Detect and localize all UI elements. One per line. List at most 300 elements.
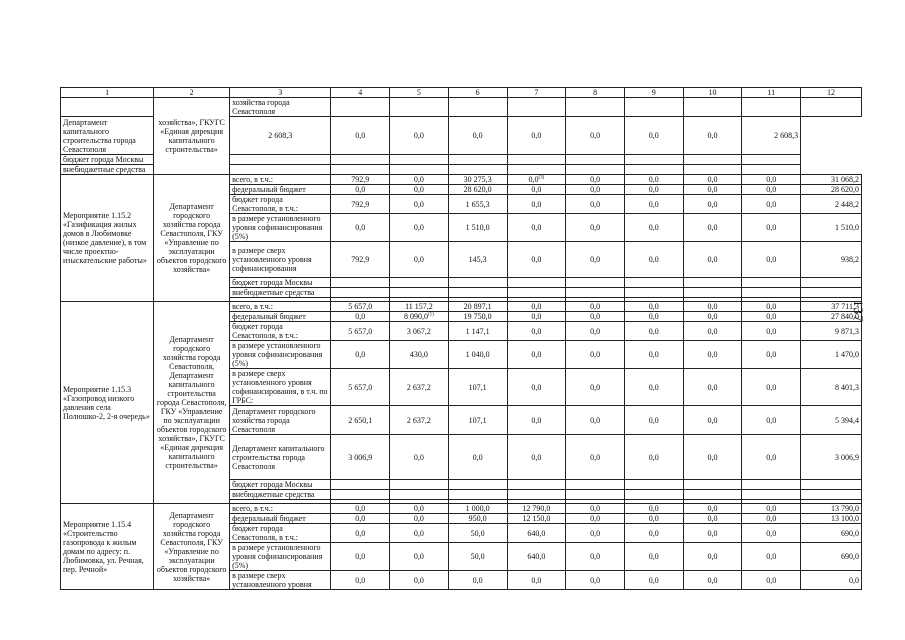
- amount-value: 0,0: [590, 185, 601, 194]
- amount-cell: [448, 322, 507, 341]
- amount-cell: [566, 312, 625, 322]
- amount-cell: [742, 514, 801, 524]
- amount-value: 30 275,3: [463, 175, 492, 184]
- amount-cell: [331, 322, 390, 341]
- amount-value: 0,0: [413, 504, 424, 513]
- amount-cell: [566, 504, 625, 514]
- amount-value: 11 157,2: [405, 302, 433, 311]
- amount-cell: [683, 341, 742, 369]
- amount-value: 0,0: [531, 415, 542, 425]
- amount-cell: [507, 524, 566, 543]
- funding-source-cell: бюджет города Москвы: [230, 278, 331, 288]
- amount-cell: [507, 490, 566, 500]
- amount-cell: [448, 242, 507, 278]
- amount-value: 0,0: [590, 350, 601, 359]
- amount-cell: [390, 571, 449, 590]
- amount-cell: [448, 514, 507, 524]
- amount-cell: [624, 155, 683, 165]
- amount-cell: [507, 155, 566, 165]
- amount-cell: [624, 278, 683, 288]
- amount-cell: [683, 406, 742, 435]
- amount-cell: [448, 369, 507, 406]
- amount-value: 0,0: [355, 514, 366, 523]
- column-header-8: 8: [566, 88, 625, 98]
- amount-cell: [801, 543, 862, 571]
- amount-cell: [683, 543, 742, 571]
- amount-value: 0,0: [766, 452, 777, 462]
- amount-value: 0,0: [413, 175, 424, 184]
- funding-source-cell: хозяйства города Севастополя: [230, 98, 331, 117]
- amount-cell: [683, 98, 742, 117]
- funding-source-cell: всего, в т.ч.:: [230, 504, 331, 514]
- amount-cell: [507, 242, 566, 278]
- amount-cell: [624, 242, 683, 278]
- amount-cell: [742, 435, 801, 480]
- amount-cell: [390, 302, 449, 312]
- amount-cell: [801, 504, 862, 514]
- amount-cell: [507, 175, 566, 185]
- amount-value: 0,0: [590, 528, 601, 538]
- page-number: 137: [851, 300, 866, 323]
- amount-cell: [230, 155, 331, 165]
- amount-cell: [566, 543, 625, 571]
- amount-cell: [390, 288, 449, 298]
- amount-cell: [742, 524, 801, 543]
- amount-cell: [507, 302, 566, 312]
- amount-cell: [331, 543, 390, 571]
- amount-cell: [683, 175, 742, 185]
- amount-cell: [624, 322, 683, 341]
- amount-value: 640,0: [527, 552, 546, 561]
- amount-value: 0,0: [707, 255, 718, 264]
- amount-cell: [507, 435, 566, 480]
- amount-value: 50,0: [470, 552, 485, 561]
- amount-value: 28 620,0: [831, 185, 859, 194]
- amount-value: 938,2: [841, 255, 859, 264]
- amount-cell: [801, 435, 862, 480]
- amount-value: 0,0: [590, 223, 601, 232]
- amount-value: 0,0: [707, 312, 718, 321]
- amount-value: 2 608,3: [774, 131, 799, 140]
- amount-cell: [507, 117, 566, 155]
- amount-cell: [331, 571, 390, 590]
- amount-value: 0,0: [707, 350, 718, 359]
- amount-cell: [507, 195, 566, 214]
- amount-cell: [230, 165, 331, 175]
- amount-cell: [448, 214, 507, 242]
- amount-cell: [683, 214, 742, 242]
- amount-value: 1 510,0: [835, 223, 859, 232]
- amount-cell: [331, 369, 390, 406]
- amount-cell: [742, 98, 801, 117]
- amount-cell: [448, 98, 507, 117]
- amount-value: 2 650,1: [348, 415, 373, 425]
- amount-value: 0,0: [648, 552, 659, 561]
- amount-value: 0,0: [472, 131, 483, 140]
- amount-value: 0,0: [707, 175, 718, 184]
- amount-cell: [624, 117, 683, 155]
- amount-value: 0,0: [707, 199, 718, 209]
- amount-value: 2 448,2: [835, 199, 859, 209]
- amount-cell: [390, 543, 449, 571]
- amount-cell: [624, 165, 683, 175]
- amount-value: 0,0: [766, 223, 777, 232]
- amount-value: 8 090,0: [404, 312, 428, 321]
- amount-cell: [801, 514, 862, 524]
- amount-value: 0,0: [648, 382, 659, 392]
- amount-value: 0,0: [531, 223, 542, 232]
- amount-cell: [683, 288, 742, 298]
- responsible-executor-cell: хозяйства», ГКУГС «Единая дирекция капитального строительства»: [154, 98, 230, 175]
- amount-value: 0,0: [590, 312, 601, 321]
- amount-cell: [448, 406, 507, 435]
- amount-cell: [448, 278, 507, 288]
- amount-cell: [390, 490, 449, 500]
- amount-value: 107,1: [468, 415, 487, 425]
- amount-value: 5 657,0: [348, 382, 373, 392]
- funding-source-cell: бюджет города Севастополя, в т.ч.:: [230, 524, 331, 543]
- amount-value: 0,0: [531, 185, 542, 194]
- amount-value: 0,0: [766, 302, 777, 311]
- amount-value: 0,0: [590, 415, 601, 425]
- amount-value: 0,0: [766, 312, 777, 321]
- amount-value: 0,0: [648, 312, 659, 321]
- amount-cell: [624, 185, 683, 195]
- amount-cell: [566, 480, 625, 490]
- amount-value: 0,0: [648, 350, 659, 359]
- amount-cell: [801, 369, 862, 406]
- amount-cell: [390, 514, 449, 524]
- funding-source-cell: Департамент капитального строительства города Севастополя: [61, 117, 154, 155]
- amount-cell: [683, 302, 742, 312]
- amount-cell: [448, 504, 507, 514]
- amount-cell: [742, 165, 801, 175]
- amount-cell: [448, 302, 507, 312]
- amount-cell: [390, 98, 449, 117]
- amount-value: 0,0: [766, 415, 777, 425]
- amount-value: 2 637,2: [406, 382, 431, 392]
- amount-cell: [742, 242, 801, 278]
- funding-source-cell: в размере установленного уровня софинансирования (5%): [230, 341, 331, 369]
- amount-cell: [742, 278, 801, 288]
- amount-cell: [683, 369, 742, 406]
- amount-cell: [448, 195, 507, 214]
- funding-source-cell: бюджет города Москвы: [230, 480, 331, 490]
- amount-value: 0,0: [648, 452, 659, 462]
- amount-value: 12 150,0: [522, 514, 551, 523]
- amount-value: 0,0: [648, 326, 659, 336]
- amount-cell: [683, 312, 742, 322]
- amount-value: 0,0: [413, 514, 424, 523]
- amount-cell: [566, 165, 625, 175]
- amount-value: 0,0: [707, 452, 718, 462]
- amount-cell: [390, 117, 449, 155]
- amount-cell: [331, 490, 390, 500]
- funding-source-cell: Департамент городского хозяйства города Севастополя: [230, 406, 331, 435]
- amount-cell: [683, 514, 742, 524]
- measure-name-cell: Мероприятие 1.15.2 «Газификация жилых домов в Любимовке (низкое давление), в том числе проектно-изыскательские работы»: [61, 175, 154, 302]
- amount-cell: [448, 490, 507, 500]
- amount-value: 0,0: [590, 255, 601, 264]
- amount-value: 0,0: [413, 131, 424, 140]
- amount-value: 0,0: [590, 326, 601, 336]
- amount-cell: [801, 571, 862, 590]
- amount-value: 950,0: [468, 514, 487, 523]
- amount-cell: [742, 490, 801, 500]
- amount-cell: [507, 369, 566, 406]
- amount-value: 0,0: [766, 199, 777, 209]
- amount-cell: [624, 490, 683, 500]
- column-header-7: 7: [507, 88, 566, 98]
- amount-value: 0,0: [413, 528, 424, 538]
- amount-value: 2 608,3: [268, 131, 293, 140]
- amount-value: 0,0: [707, 223, 718, 232]
- amount-cell: [624, 369, 683, 406]
- budget-table: [60, 87, 862, 590]
- amount-value: 0,0: [413, 199, 424, 209]
- amount-cell: [230, 117, 331, 155]
- amount-value: 0,0: [707, 131, 718, 140]
- amount-cell: [683, 480, 742, 490]
- funding-source-cell: бюджет города Москвы: [61, 155, 154, 165]
- amount-value: 13 100,0: [831, 514, 859, 523]
- amount-value: 0,0: [648, 131, 659, 140]
- amount-cell: [566, 185, 625, 195]
- column-header-5: 5: [390, 88, 449, 98]
- amount-cell: [331, 242, 390, 278]
- funding-source-cell: Департамент капитального строительства города Севастополя: [230, 435, 331, 480]
- funding-source-cell: всего, в т.ч.:: [230, 302, 331, 312]
- amount-value: 1 470,0: [835, 350, 859, 359]
- amount-value: 792,9: [351, 255, 370, 264]
- amount-cell: [448, 543, 507, 571]
- amount-cell: [683, 278, 742, 288]
- amount-value: 0,0: [472, 575, 483, 585]
- funding-source-cell: внебюджетные средства: [61, 165, 154, 175]
- amount-value: 690,0: [841, 528, 859, 538]
- amount-cell: [742, 571, 801, 590]
- amount-value: 1 655,3: [465, 199, 490, 209]
- amount-cell: [507, 480, 566, 490]
- amount-value: 0,0: [355, 185, 366, 194]
- amount-value: 0,0: [413, 185, 424, 194]
- amount-cell: [742, 155, 801, 165]
- amount-cell: [801, 242, 862, 278]
- amount-cell: [390, 242, 449, 278]
- amount-cell: [566, 490, 625, 500]
- amount-value: 0,0: [648, 199, 659, 209]
- amount-cell: [507, 98, 566, 117]
- amount-cell: [331, 480, 390, 490]
- amount-cell: [507, 278, 566, 288]
- amount-value: 0,0: [766, 255, 777, 264]
- amount-cell: [507, 571, 566, 590]
- amount-cell: [448, 175, 507, 185]
- amount-value: 145,3: [468, 255, 487, 264]
- amount-cell: [801, 214, 862, 242]
- amount-cell: [566, 524, 625, 543]
- amount-cell: [448, 312, 507, 322]
- amount-value: 0,0: [766, 175, 777, 184]
- amount-cell: [624, 524, 683, 543]
- amount-cell: [507, 406, 566, 435]
- amount-cell: [683, 117, 742, 155]
- amount-cell: [742, 480, 801, 490]
- amount-value: 0,0: [355, 312, 366, 321]
- responsible-executor-cell: Департамент городского хозяйства города Севастополя, Департамент капитального строительства города Севастополя, ГКУ «Управление по эксплуатации объектов городского хозяйства», ГКУГС «Единая дирекция капитального строительства»: [154, 302, 230, 504]
- amount-cell: [331, 278, 390, 288]
- amount-cell: [801, 341, 862, 369]
- amount-value: 0,0: [531, 302, 542, 311]
- column-header-11: 11: [742, 88, 801, 98]
- amount-value: 3 067,2: [406, 326, 431, 336]
- amount-cell: [507, 504, 566, 514]
- amount-value: 1 147,1: [465, 326, 490, 336]
- amount-cell: [390, 406, 449, 435]
- amount-cell: [624, 214, 683, 242]
- amount-value: 0,0: [355, 131, 366, 140]
- amount-value: 0,0: [766, 514, 777, 523]
- amount-cell: [566, 98, 625, 117]
- amount-cell: [507, 312, 566, 322]
- amount-value: 0,0: [531, 452, 542, 462]
- amount-cell: [331, 312, 390, 322]
- amount-cell: [448, 435, 507, 480]
- amount-cell: [683, 524, 742, 543]
- amount-cell: [390, 524, 449, 543]
- amount-value: 0,0: [766, 575, 777, 585]
- column-header-9: 9: [624, 88, 683, 98]
- amount-cell: [801, 524, 862, 543]
- amount-cell: [742, 195, 801, 214]
- amount-value: 0,0: [707, 326, 718, 336]
- amount-cell: [390, 175, 449, 185]
- amount-value: 0,0: [707, 514, 718, 523]
- column-header-10: 10: [683, 88, 742, 98]
- amount-cell: [742, 185, 801, 195]
- amount-cell: [624, 341, 683, 369]
- amount-cell: [742, 312, 801, 322]
- table-row: [61, 302, 862, 312]
- amount-value: 0,0: [413, 575, 424, 585]
- amount-cell: [390, 155, 449, 165]
- amount-cell: [801, 406, 862, 435]
- amount-cell: [566, 278, 625, 288]
- amount-value: 37 711,3: [831, 302, 859, 311]
- amount-cell: [624, 175, 683, 185]
- amount-cell: [390, 369, 449, 406]
- amount-cell: [801, 195, 862, 214]
- amount-cell: [448, 571, 507, 590]
- amount-value: 0,0: [648, 528, 659, 538]
- amount-value: 0,0: [355, 350, 366, 359]
- amount-cell: [624, 435, 683, 480]
- amount-value: 792,9: [351, 199, 370, 209]
- amount-cell: [390, 312, 449, 322]
- amount-cell: [801, 480, 862, 490]
- amount-cell: [331, 504, 390, 514]
- amount-cell: [683, 322, 742, 341]
- amount-value: 0,0: [590, 504, 601, 513]
- measure-name-cell: Мероприятие 1.15.4 «Строительство газопровода к жилым домам по адресу: п. Любимовка, ул. Речная, пер. Речной»: [61, 504, 154, 590]
- amount-value: 5 657,0: [348, 302, 373, 311]
- amount-cell: [331, 165, 390, 175]
- amount-cell: [448, 185, 507, 195]
- footnote-mark: (1): [428, 312, 434, 318]
- amount-cell: [448, 524, 507, 543]
- amount-cell: [624, 543, 683, 571]
- amount-cell: [390, 165, 449, 175]
- amount-value: 0,0: [531, 575, 542, 585]
- amount-value: 0,0: [766, 185, 777, 194]
- amount-value: 0,0: [707, 528, 718, 538]
- amount-cell: [801, 490, 862, 500]
- amount-cell: [331, 524, 390, 543]
- amount-cell: [331, 435, 390, 480]
- amount-value: 0,0: [413, 223, 424, 232]
- column-header-4: 4: [331, 88, 390, 98]
- amount-value: 0,0: [531, 350, 542, 359]
- amount-cell: [507, 341, 566, 369]
- amount-value: 0,0: [590, 552, 601, 561]
- amount-cell: [742, 175, 801, 185]
- amount-cell: [507, 514, 566, 524]
- amount-cell: [624, 406, 683, 435]
- amount-cell: [624, 514, 683, 524]
- amount-cell: [742, 504, 801, 514]
- amount-value: 5 657,0: [348, 326, 373, 336]
- amount-value: 0,0: [766, 350, 777, 359]
- amount-value: 0,0: [648, 223, 659, 232]
- amount-value: 0,0: [707, 575, 718, 585]
- amount-cell: [742, 543, 801, 571]
- amount-value: 0,0: [472, 452, 483, 462]
- responsible-executor-cell: Департамент городского хозяйства города Севастополя, ГКУ «Управление по эксплуатации объектов городского хозяйства»: [154, 504, 230, 590]
- amount-value: 0,0: [707, 552, 718, 561]
- amount-value: 0,0: [707, 504, 718, 513]
- amount-value: 13 790,0: [831, 504, 859, 513]
- amount-cell: [566, 195, 625, 214]
- amount-value: 0,0: [590, 131, 601, 140]
- amount-cell: [742, 406, 801, 435]
- amount-value: 0,0: [590, 175, 601, 184]
- amount-value: 27 840,0: [831, 312, 859, 321]
- amount-value: 28 620,0: [463, 185, 492, 194]
- amount-value: 0,0: [648, 175, 659, 184]
- amount-value: 0,0: [648, 255, 659, 264]
- amount-cell: [331, 514, 390, 524]
- amount-cell: [683, 242, 742, 278]
- amount-value: 0,0: [355, 575, 366, 585]
- amount-cell: [742, 117, 801, 155]
- amount-value: 3 006,9: [348, 452, 373, 462]
- table-row: [61, 504, 862, 514]
- amount-value: 0,0: [590, 302, 601, 311]
- amount-value: 0,0: [531, 131, 542, 140]
- amount-value: 1 040,0: [465, 350, 490, 359]
- amount-cell: [331, 214, 390, 242]
- amount-cell: [566, 435, 625, 480]
- table-row: [61, 175, 862, 185]
- amount-cell: [566, 322, 625, 341]
- amount-cell: [331, 302, 390, 312]
- amount-cell: [331, 185, 390, 195]
- amount-value: 107,1: [468, 382, 487, 392]
- amount-cell: [566, 571, 625, 590]
- amount-value: 5 394,4: [835, 415, 859, 425]
- amount-cell: [390, 435, 449, 480]
- amount-value: 0,0: [355, 223, 366, 232]
